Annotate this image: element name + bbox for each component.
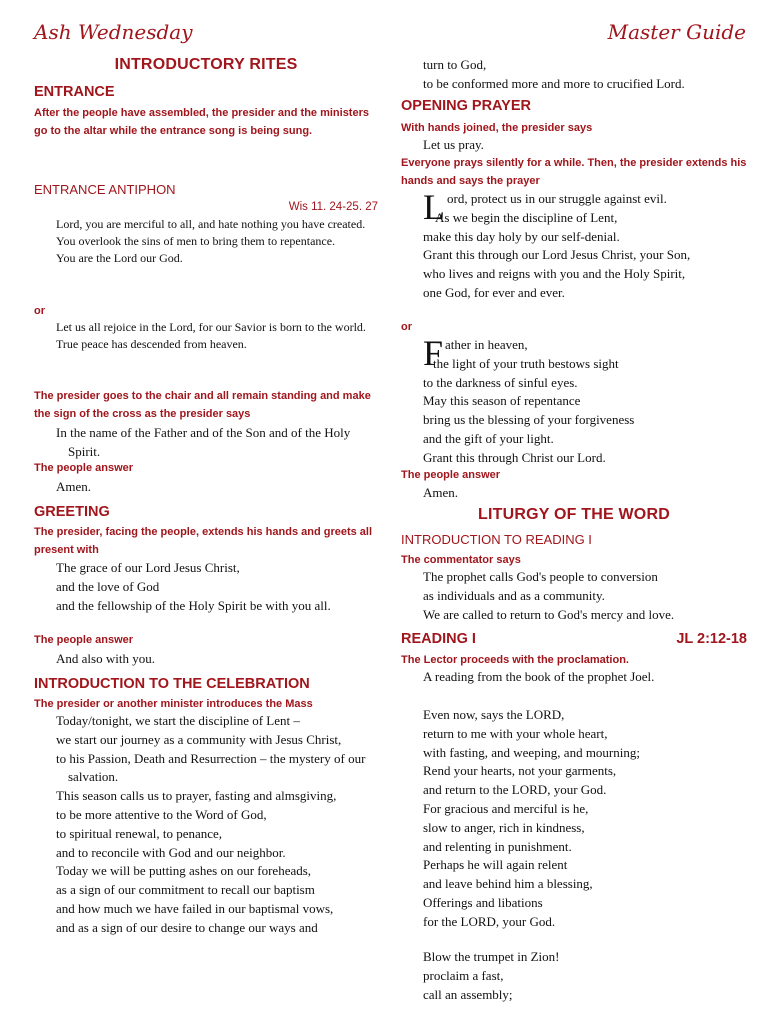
text-line: This season calls us to prayer, fasting and almsgiving, [56,788,337,804]
reading-text [423,706,747,932]
text-line: Let us all rejoice in the Lord, for our Savior is born to the world. [56,320,366,334]
silent-prayer-rubric: Everyone prays silently for a while. Then, the presider extends his hands and says the prayer [401,157,747,187]
entrance-heading: ENTRANCE [34,84,115,100]
greeting-response: And also with you. [56,651,155,666]
text-line: we start our journey as a community with Jesus Christ, [56,731,342,747]
let-us-pray: Let us pray. [423,137,484,152]
text-line: Today we will be putting ashes on our foreheads, [56,863,312,879]
greeting-rubric: The presider, facing the people, extends his hands and greets all present with [34,526,373,556]
text-line: Lord, you are merciful to all, and hate nothing you have created. [56,217,366,231]
header-title: Ash Wednesday [34,20,193,44]
text-line: Today/tonight, we start the discipline of Lent – [56,713,300,728]
text-line: to the darkness of sinful eyes. [423,374,578,390]
text-line: and return to the LORD, your God. [423,782,607,798]
text-line: return to me with your whole heart, [423,725,608,741]
text-line: and how much we have failed in our baptismal vows, [56,900,334,916]
text-line: for the LORD, your God. [423,913,556,929]
celebration-text [56,712,378,938]
text-line: Rend your hearts, not your garments, [423,763,617,779]
prayer-first-line: ather in heaven, [445,337,528,352]
text-line: make this day holy by our self-denial. [423,228,620,244]
entrance-rubric: After the people have assembled, the presider and the ministers go to the altar while the entrance song is being sung. [34,107,369,137]
text-line: Grant this through our Lord Jesus Christ, your Son, [423,247,691,263]
lector-rubric: The Lector proceeds with the proclamation. [401,654,629,666]
people-answer-label: The people answer [34,462,134,474]
text-line: slow to anger, rich in kindness, [423,819,585,835]
reading-heading-row [401,631,747,647]
people-answer-label: The people answer [401,469,501,481]
sign-of-cross-rubric: The presider goes to the chair and all remain standing and make the sign of the cross as the presider says [34,390,371,420]
opening-rubric: With hands joined, the presider says [401,122,593,134]
amen-response: Amen. [56,479,92,494]
text-line: and to reconcile with God and our neighbor. [56,844,286,860]
text-line: call an assembly; [423,986,513,1002]
or-label-1: or [34,305,45,317]
header-guide: Master Guide [607,20,746,44]
text-line: The prophet calls God's people to conversion [423,569,658,584]
intro-reading-heading: INTRODUCTION TO READING I [401,532,592,547]
amen-response: Amen. [423,485,459,500]
prayer-lines [423,355,747,468]
antiphon-text [56,216,378,268]
text-line: turn to God, [423,57,487,72]
text-line: and the fellowship of the Holy Spirit be with you all. [56,597,331,613]
reading-intro: A reading from the book of the prophet Joel. [423,669,655,684]
text-line: and the gift of your light. [423,430,554,446]
or-label-2: or [401,321,412,333]
text-line: who lives and reigns with you and the Holy Spirit, [423,266,686,282]
antiphon-reference: Wis 11. 24-25. 27 [288,201,378,213]
celebration-rubric: The presider or another minister introduces the Mass [34,698,313,710]
text-line: and as a sign of our desire to change our ways and [56,919,318,935]
introductory-rites-title: INTRODUCTORY RITES [114,56,298,73]
greeting-text [56,559,378,615]
text-line: with fasting, and weeping, and mourning; [423,744,640,760]
reading-reference: JL 2:12-18 [676,631,747,647]
text-line: Grant this through Christ our Lord. [423,449,606,465]
text-line: True peace has descended from heaven. [56,337,247,352]
text-line: For gracious and merciful is he, [423,800,589,816]
text-line: to spiritual renewal, to penance, [56,825,223,841]
prayer-first-line: ord, protect us in our struggle against evil. [447,191,667,206]
liturgy-of-word-title: LITURGY OF THE WORD [478,506,670,523]
text-line: bring us the blessing of your forgiveness [423,412,635,428]
text-line: one God, for ever and ever. [423,284,565,300]
text-line: Perhaps he will again relent [423,857,568,873]
text-line: as individuals and as a community. [423,587,605,603]
text-line: As we begin the discipline of Lent, [435,209,618,225]
celebration-heading: INTRODUCTION TO THE CELEBRATION [34,676,310,692]
text-line: to his Passion, Death and Resurrection – the mystery of our salvation. [56,750,366,785]
text-line: The grace of our Lord Jesus Christ, [56,560,240,575]
text-line: and the love of God [56,578,160,594]
text-line: to be more attentive to the Word of God, [56,806,267,822]
antiphon-alternative [56,319,378,353]
text-line: and relenting in punishment. [423,838,572,854]
reading-text-continued [423,948,747,1004]
reading-heading: READING I [401,631,476,647]
text-line: and leave behind him a blessing, [423,876,593,892]
opening-prayer-text [423,187,747,303]
text-line: Blow the trumpet in Zion! [423,949,560,964]
text-line: Offerings and libations [423,894,543,910]
text-line: the light of your truth bestows sight [433,355,619,371]
drop-cap: L [423,187,445,227]
greeting-heading: GREETING [34,504,110,520]
prayer-lines [423,209,747,303]
commentator-rubric: The commentator says [401,554,521,566]
drop-cap: F [423,333,444,373]
people-answer-label: The people answer [34,634,134,646]
text-line: We are called to return to God's mercy and love. [423,606,675,622]
text-line: You are the Lord our God. [56,251,183,266]
text-line: You overlook the sins of men to bring them to repentance. [56,234,336,249]
text-line: May this season of repentance [423,393,581,409]
text-line: as a sign of our commitment to recall our baptism [56,882,315,898]
opening-prayer-heading: OPENING PRAYER [401,98,531,114]
antiphon-heading: ENTRANCE ANTIPHON [34,182,176,197]
text-line: to be conformed more and more to crucified Lord. [423,75,685,91]
continued-text [423,56,747,94]
sign-of-cross-text [56,424,378,462]
alternative-prayer-text [423,333,747,468]
commentator-text [423,568,747,624]
text-line: In the name of the Father and of the Son and of the Holy Spirit. [56,425,351,459]
text-line: proclaim a fast, [423,967,504,983]
text-line: Even now, says the LORD, [423,707,565,722]
